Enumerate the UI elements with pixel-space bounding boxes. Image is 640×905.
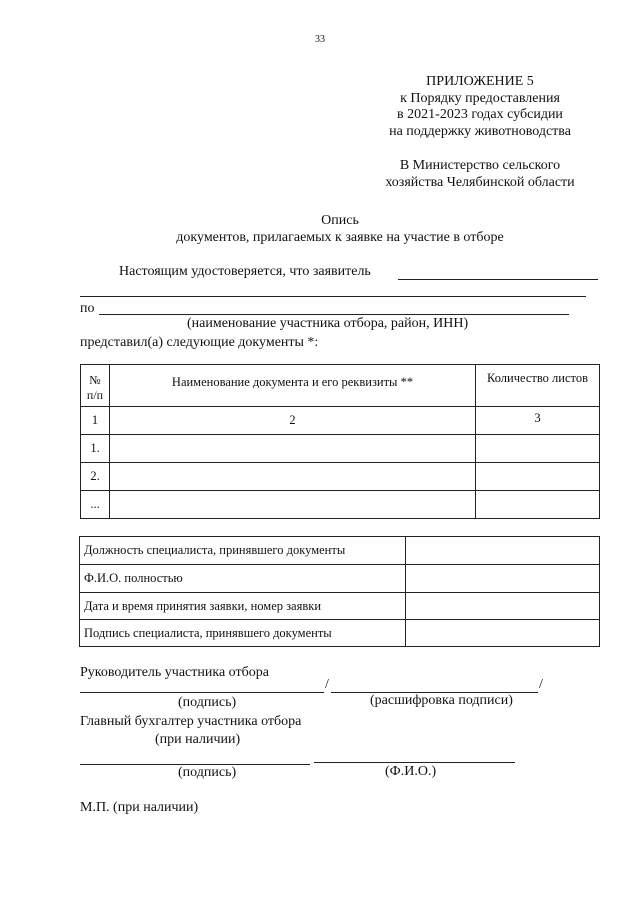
document-title-main: Опись xyxy=(321,213,359,228)
column-number: 1 xyxy=(81,407,110,435)
appendix-line: на поддержку животноводства xyxy=(389,123,571,139)
acceptance-value xyxy=(406,565,600,593)
addressee xyxy=(360,158,600,191)
acceptance-row xyxy=(80,565,600,593)
document-title xyxy=(60,212,620,246)
appendix-line: к Порядку предоставления xyxy=(400,90,560,106)
certification-text: Настоящим удостоверяется, что заявитель xyxy=(119,264,371,279)
signature-caption: (подпись) xyxy=(178,765,237,780)
head-signature-line xyxy=(80,692,324,693)
appendix-line: в 2021-2023 годах субсидии xyxy=(397,107,563,122)
head-label: Руководитель участника отбора xyxy=(80,665,269,680)
acceptance-value xyxy=(406,593,600,620)
acceptance-row xyxy=(80,620,600,647)
acceptance-label: Подпись специалиста, принявшего документы xyxy=(80,620,406,647)
header-sheet-count: Количество листов xyxy=(476,365,600,407)
accountant-fio-line xyxy=(314,762,515,763)
column-number: 3 xyxy=(476,407,600,435)
row-number: 2. xyxy=(81,463,110,491)
acceptance-label: Дата и время принятия заявки, номер заявки xyxy=(80,593,406,620)
table-column-numbers-row xyxy=(81,407,600,435)
acceptance-label: Ф.И.О. полностью xyxy=(80,565,406,593)
document-title-sub: документов, прилагаемых к заявке на участие в отборе xyxy=(176,230,504,245)
addressee-line: В Министерство сельского xyxy=(399,158,561,173)
header-document-name: Наименование документа и его реквизиты ** xyxy=(110,365,476,407)
row-number: 1. xyxy=(81,435,110,463)
applicant-field-line xyxy=(398,279,598,280)
submitted-text: представил(а) следующие документы *: xyxy=(80,335,319,350)
applicant-field-line-2 xyxy=(80,296,586,297)
po-label: по xyxy=(80,301,95,316)
acceptance-row xyxy=(80,537,600,565)
row-sheet-count xyxy=(476,463,600,491)
row-sheet-count xyxy=(476,435,600,463)
stamp-label: М.П. (при наличии) xyxy=(80,800,199,815)
acceptance-value xyxy=(406,620,600,647)
addressee-line: хозяйства Челябинской области xyxy=(385,174,575,190)
documents-table xyxy=(80,364,600,519)
field-caption: (наименование участника отбора, район, ИНН) xyxy=(187,316,469,331)
header-number: № п/п xyxy=(81,365,110,407)
row-document-name xyxy=(110,491,476,519)
fio-caption: (Ф.И.О.) xyxy=(385,764,437,779)
row-document-name xyxy=(110,435,476,463)
row-sheet-count xyxy=(476,491,600,519)
acceptance-label: Должность специалиста, принявшего документы xyxy=(80,537,406,565)
signature-caption: (подпись) xyxy=(178,695,237,710)
page-number: 33 xyxy=(315,34,325,45)
row-document-name xyxy=(110,463,476,491)
table-row xyxy=(81,463,600,491)
column-number: 2 xyxy=(110,407,476,435)
acceptance-value xyxy=(406,537,600,565)
row-number: ... xyxy=(81,491,110,519)
acceptance-row xyxy=(80,593,600,620)
slash: / xyxy=(325,677,329,692)
acceptance-table xyxy=(79,536,600,647)
table-row xyxy=(81,491,600,519)
po-field-line xyxy=(99,314,569,315)
if-any-caption: (при наличии) xyxy=(155,732,241,747)
accountant-label: Главный бухгалтер участника отбора xyxy=(80,714,302,729)
appendix-header xyxy=(340,74,620,140)
slash: / xyxy=(539,677,543,692)
table-header-row xyxy=(81,365,600,407)
table-row xyxy=(81,435,600,463)
decoding-caption: (расшифровка подписи) xyxy=(370,693,513,708)
appendix-title: ПРИЛОЖЕНИЕ 5 xyxy=(426,74,534,89)
